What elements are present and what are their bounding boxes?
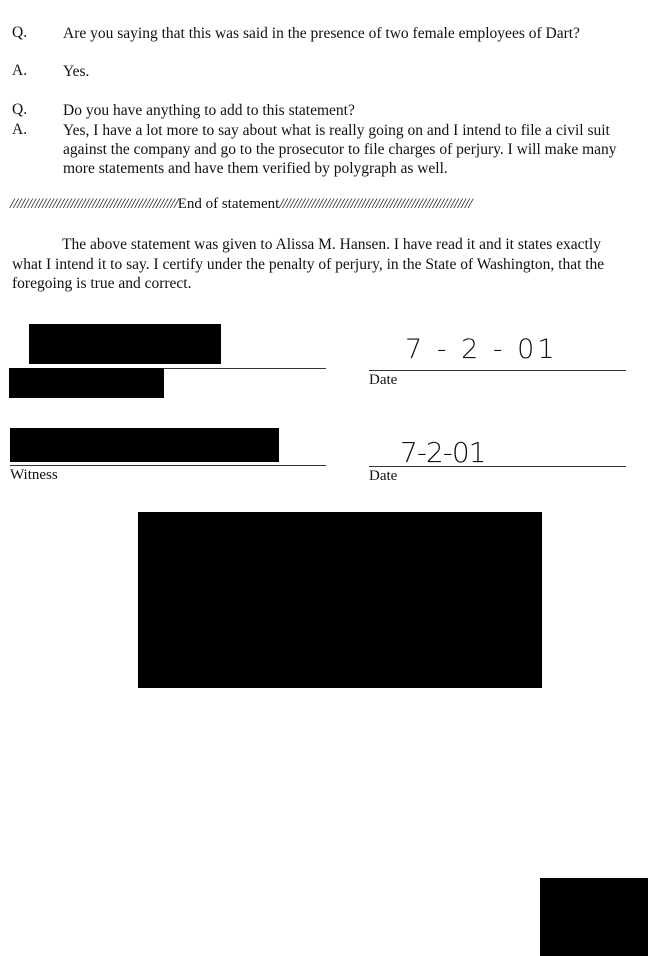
qa-label-2: A. bbox=[12, 62, 28, 79]
redacted-name-1 bbox=[9, 368, 164, 398]
date-label-1: Date bbox=[369, 372, 398, 388]
redacted-block-large bbox=[138, 512, 542, 688]
qa-text-2: Yes. bbox=[63, 63, 90, 80]
witness-line bbox=[10, 465, 326, 466]
divider-slashes-right: ////////////////////////////////////////////////////// bbox=[279, 196, 472, 212]
qa-text-1: Are you saying that this was said in the presence of two female employees of Dart? bbox=[63, 25, 580, 42]
redacted-corner-block bbox=[540, 878, 648, 956]
date-label-2: Date bbox=[369, 468, 398, 484]
end-of-statement-divider bbox=[10, 196, 472, 213]
date-line-2 bbox=[369, 466, 626, 467]
qa-text-3: Do you have anything to add to this statement? bbox=[63, 102, 355, 119]
certification-paragraph bbox=[12, 235, 624, 294]
divider-slashes-left: /////////////////////////////////////////////// bbox=[10, 196, 178, 212]
qa-label-1: Q. bbox=[12, 24, 28, 41]
qa-label-3: Q. bbox=[12, 101, 28, 118]
certification-text: The above statement was given to Alissa M. Hansen. I have read it and it states exactly what I intend it to say. I certify under the penalty of perjury, in the State of Washington, that the foregoing is true and correct. bbox=[12, 236, 605, 292]
qa-text-4: Yes, I have a lot more to say about what is really going on and I intend to file a civil suit against the company and go to the prosecutor to file charges of perjury. I will make many more statements and have them verified by polygraph as well. bbox=[63, 122, 617, 177]
end-of-statement-text: End of statement bbox=[177, 196, 280, 212]
qa-label-4: A. bbox=[12, 121, 28, 138]
witness-label: Witness bbox=[10, 467, 58, 483]
handwritten-date-1: 7 - 2 - 01 bbox=[405, 334, 558, 365]
redacted-signature-1 bbox=[29, 324, 221, 364]
date-line-1 bbox=[369, 370, 626, 371]
redacted-witness-signature bbox=[10, 428, 279, 462]
handwritten-date-2: 7-2-01 bbox=[400, 436, 486, 469]
